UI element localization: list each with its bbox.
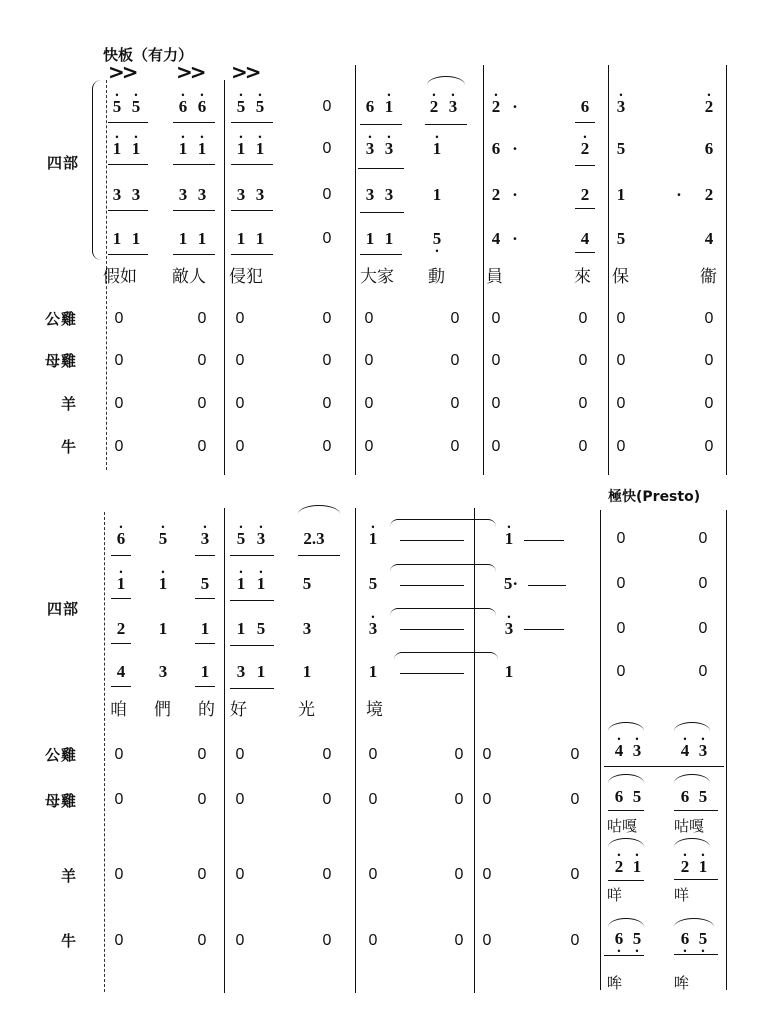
note: • 1 <box>430 140 444 158</box>
beam <box>575 252 595 253</box>
beam <box>674 954 718 955</box>
rest: 0 <box>704 310 714 327</box>
note: 1 <box>255 229 265 248</box>
rest: 0 <box>114 746 124 763</box>
rest: 0 <box>450 352 460 369</box>
note: 3 <box>131 185 141 204</box>
rest: 0 <box>578 352 588 369</box>
lyric: 保 <box>612 267 629 287</box>
note: • 2 <box>702 98 716 116</box>
note: • 1 <box>114 575 128 593</box>
note: 3 <box>112 185 122 204</box>
lyric: 動 <box>428 267 445 287</box>
rest: 0 <box>197 352 207 369</box>
rest: 0 <box>197 395 207 412</box>
note: 6 <box>365 97 375 116</box>
beam <box>173 164 215 165</box>
note: 6 • <box>612 930 626 948</box>
rest: 0 <box>616 620 626 637</box>
rest: 0 <box>364 438 374 455</box>
rest: 0 <box>322 186 332 203</box>
beam <box>108 210 148 211</box>
rest: 0 <box>454 866 464 883</box>
rest: 0 <box>454 791 464 808</box>
note: 5· <box>503 574 519 593</box>
note: • 1 <box>234 140 248 158</box>
part-label-four-part: 四部 <box>47 154 80 172</box>
tempo-change-presto: 極快(Presto) <box>608 489 701 505</box>
rest: 0 <box>368 791 378 808</box>
note: 5 <box>632 787 642 806</box>
lyric: 們 <box>154 700 171 720</box>
rest: 0 <box>578 395 588 412</box>
rest: 0 <box>368 746 378 763</box>
rest: 0 <box>616 575 626 592</box>
beam <box>674 879 718 880</box>
rest: 0 <box>322 98 332 115</box>
barline <box>224 80 225 475</box>
beam <box>604 766 724 767</box>
note: 3 <box>384 185 394 204</box>
rest: 0 <box>235 438 245 455</box>
beam <box>608 810 644 811</box>
rest: 0 <box>322 310 332 327</box>
rest: 0 <box>197 746 207 763</box>
beam <box>111 686 131 687</box>
beam <box>298 555 340 556</box>
note: 5 <box>616 139 626 158</box>
rest: 0 <box>698 620 708 637</box>
rest: 0 <box>322 746 332 763</box>
rest: 0 <box>235 310 245 327</box>
note: • 1 <box>176 140 190 158</box>
note: • 5 <box>129 98 143 116</box>
rest: 0 <box>114 932 124 949</box>
rest: 0 <box>570 932 580 949</box>
note: • 3 <box>630 742 644 760</box>
beam <box>108 164 148 165</box>
barline <box>355 508 356 993</box>
note: • 1 <box>254 575 268 593</box>
slur <box>608 774 644 783</box>
rest: 0 <box>450 310 460 327</box>
note: 1 <box>178 229 188 248</box>
augmentation-dot: · <box>512 229 518 248</box>
rest: 0 <box>235 746 245 763</box>
note: 5 • <box>630 930 644 948</box>
note: • 3 <box>614 98 628 116</box>
beam <box>231 122 273 123</box>
rest: 0 <box>322 932 332 949</box>
hold-dash <box>524 540 564 541</box>
note: 1 <box>432 185 442 204</box>
note: • 5 <box>110 98 124 116</box>
tie <box>390 564 496 573</box>
rest: 0 <box>114 791 124 808</box>
note: • 1 <box>129 140 143 158</box>
barline <box>355 65 356 475</box>
rest: 0 <box>114 352 124 369</box>
rest: 0 <box>322 866 332 883</box>
part-label-rooster: 公雞 <box>45 746 78 764</box>
note: • 3 <box>446 98 460 116</box>
rest: 0 <box>197 932 207 949</box>
barline <box>726 65 727 475</box>
note: • 6 <box>176 98 190 116</box>
note: 4 <box>580 229 590 248</box>
rest: 0 <box>235 352 245 369</box>
part-label-rooster: 公雞 <box>45 310 78 328</box>
note: 6 <box>580 97 590 116</box>
rest: 0 <box>616 663 626 680</box>
lyric: 員 <box>486 267 503 287</box>
note: 3 <box>302 619 312 638</box>
beam <box>111 643 131 644</box>
rest: 0 <box>197 791 207 808</box>
note: • 2 <box>578 140 592 158</box>
note: • 3 <box>502 620 516 638</box>
beam <box>575 208 595 209</box>
note: 1 <box>158 619 168 638</box>
beam <box>111 555 131 556</box>
beam <box>195 686 215 687</box>
note: 1 <box>200 619 210 638</box>
note: 1 <box>302 662 312 681</box>
lyric: 敵人 <box>172 267 206 287</box>
beam <box>360 124 402 125</box>
rest: 0 <box>616 438 626 455</box>
note: 2 <box>116 619 126 638</box>
tie <box>390 608 496 617</box>
beam <box>608 880 644 881</box>
rest: 0 <box>450 395 460 412</box>
rest: 0 <box>364 395 374 412</box>
rest: 0 <box>704 352 714 369</box>
hold-dash <box>400 540 464 541</box>
part-label-cow: 牛 <box>61 438 78 456</box>
lyric: 大家 <box>360 267 394 287</box>
slur <box>298 505 340 514</box>
hold-dash <box>400 629 464 630</box>
rest: 0 <box>491 352 501 369</box>
note: 5 <box>302 574 312 593</box>
rest: 0 <box>322 230 332 247</box>
rest: 0 <box>482 746 492 763</box>
beam <box>674 810 718 811</box>
rest: 0 <box>322 791 332 808</box>
lyric: 來 <box>574 267 591 287</box>
rest: 0 <box>578 438 588 455</box>
rest: 0 <box>482 932 492 949</box>
note: 4 <box>491 229 501 248</box>
note: • 1 <box>366 530 380 548</box>
augmentation-dot: · <box>676 185 682 204</box>
rest: 0 <box>698 663 708 680</box>
note: 5 • <box>696 930 710 948</box>
barline <box>608 65 609 475</box>
rest: 0 <box>114 438 124 455</box>
note: 1 <box>616 185 626 204</box>
beam <box>173 210 215 211</box>
rest: 0 <box>491 310 501 327</box>
slur <box>674 774 710 783</box>
note: 3 <box>197 185 207 204</box>
lyric: 哞 <box>607 974 623 992</box>
rest: 0 <box>322 352 332 369</box>
accent-mark: >> <box>231 60 259 84</box>
beam <box>230 645 274 646</box>
augmentation-dot: · <box>512 139 518 158</box>
lyric: 咕嘎 <box>607 817 638 835</box>
hold-dash <box>528 585 566 586</box>
beam <box>195 598 215 599</box>
part-label-hen: 母雞 <box>45 352 78 370</box>
lyric: 咩 <box>674 886 690 904</box>
hold-dash <box>400 585 464 586</box>
beam <box>108 254 148 255</box>
hold-dash <box>400 673 464 674</box>
rest: 0 <box>450 438 460 455</box>
note: 5 <box>698 787 708 806</box>
rest: 0 <box>235 866 245 883</box>
rest: 0 <box>482 866 492 883</box>
slur <box>427 76 465 85</box>
note: 1 <box>131 229 141 248</box>
beam <box>195 643 215 644</box>
rest: 0 <box>616 310 626 327</box>
barline <box>726 510 727 990</box>
lyric: 假如 <box>103 267 137 287</box>
beam <box>195 555 215 556</box>
lyric: 侵犯 <box>229 267 263 287</box>
rest: 0 <box>235 791 245 808</box>
note: 6 <box>491 139 501 158</box>
rest: 0 <box>235 932 245 949</box>
note: • 4 <box>612 742 626 760</box>
note: 1 <box>256 662 266 681</box>
accent-mark: >> <box>108 60 136 84</box>
note: 1 <box>236 229 246 248</box>
note: • 5 <box>156 530 170 548</box>
lyric: 咩 <box>607 886 623 904</box>
lyric: 的 <box>198 700 215 720</box>
note: 1 <box>197 229 207 248</box>
note: 3 <box>236 662 246 681</box>
rest: 0 <box>570 791 580 808</box>
beam <box>231 164 273 165</box>
rest: 0 <box>235 395 245 412</box>
note: 2 <box>704 185 714 204</box>
rest: 0 <box>616 530 626 547</box>
note: 5 <box>616 229 626 248</box>
note: 3 <box>255 185 265 204</box>
accent-mark: >> <box>176 60 204 84</box>
slur <box>674 918 714 927</box>
hold-dash <box>524 629 564 630</box>
note: 2 <box>491 185 501 204</box>
tempo-marking: 快板（有力） <box>103 46 194 64</box>
note: • 5 <box>234 98 248 116</box>
barline <box>224 508 225 993</box>
rest: 0 <box>364 310 374 327</box>
note: • 2 <box>612 858 626 876</box>
augmentation-dot: · <box>512 97 518 116</box>
note: • 4 <box>678 742 692 760</box>
note: • 2 <box>678 858 692 876</box>
part-label-sheep: 羊 <box>61 395 78 413</box>
rest: 0 <box>704 395 714 412</box>
beam <box>360 254 402 255</box>
beam <box>358 168 404 169</box>
rest: 0 <box>616 352 626 369</box>
note: • 3 <box>254 530 268 548</box>
barline <box>483 65 484 475</box>
note: 5 <box>368 574 378 593</box>
lyric: 境 <box>366 700 383 720</box>
note: 5 • <box>430 230 444 248</box>
note: 1 <box>236 619 246 638</box>
note: 6 • <box>678 930 692 948</box>
note: • 5 <box>234 530 248 548</box>
note: 5 <box>256 619 266 638</box>
beam <box>230 555 274 556</box>
note: 1 <box>200 662 210 681</box>
rest: 0 <box>322 395 332 412</box>
note: 6 <box>680 787 690 806</box>
rest: 0 <box>616 395 626 412</box>
rest: 0 <box>482 791 492 808</box>
note: • 1 <box>110 140 124 158</box>
note: • 5 <box>253 98 267 116</box>
note: 2 <box>580 185 590 204</box>
rest: 0 <box>364 352 374 369</box>
note: • 1 <box>502 530 516 548</box>
beam <box>425 124 467 125</box>
note: 1 <box>368 662 378 681</box>
beam <box>575 165 595 166</box>
rest: 0 <box>578 310 588 327</box>
rest: 0 <box>570 746 580 763</box>
rest: 0 <box>197 438 207 455</box>
note: • 1 <box>382 98 396 116</box>
beam <box>230 688 274 689</box>
note: 1 <box>504 662 514 681</box>
note: • 6 <box>114 530 128 548</box>
barline <box>474 508 475 993</box>
note: 3 <box>365 185 375 204</box>
tie <box>394 652 498 661</box>
lyric: 哞 <box>674 974 690 992</box>
note: 1 <box>384 229 394 248</box>
note: 2.3 <box>303 529 325 548</box>
lyric: 衞 <box>700 267 717 287</box>
lyric: 咕嘎 <box>674 817 705 835</box>
note: • 3 <box>198 530 212 548</box>
barline <box>600 510 601 990</box>
lyric: 好 <box>230 700 247 720</box>
beam <box>231 210 273 211</box>
rest: 0 <box>114 866 124 883</box>
rest: 0 <box>197 310 207 327</box>
augmentation-dot: · <box>512 185 518 204</box>
rest: 0 <box>491 395 501 412</box>
rest: 0 <box>698 575 708 592</box>
note: • 6 <box>195 98 209 116</box>
lyric: 光 <box>298 700 315 720</box>
beam <box>173 122 215 123</box>
beam <box>360 212 404 213</box>
rest: 0 <box>698 530 708 547</box>
beam <box>108 122 148 123</box>
rest: 0 <box>368 932 378 949</box>
beam <box>230 600 274 601</box>
rest: 0 <box>454 746 464 763</box>
rest: 0 <box>491 438 501 455</box>
note: • 1 <box>696 858 710 876</box>
note: 6 <box>614 787 624 806</box>
barline <box>104 512 105 992</box>
note: • 1 <box>630 858 644 876</box>
rest: 0 <box>368 866 378 883</box>
beam <box>111 598 131 599</box>
note: • 3 <box>363 140 377 158</box>
rest: 0 <box>322 140 332 157</box>
note: • 2 <box>489 98 503 116</box>
note: • 1 <box>234 575 248 593</box>
note: • 1 <box>253 140 267 158</box>
note: • 3 <box>382 140 396 158</box>
note: • 1 <box>195 140 209 158</box>
rest: 0 <box>454 932 464 949</box>
lyric: 咱 <box>110 700 127 720</box>
part-label-sheep: 羊 <box>61 867 78 885</box>
note: • 3 <box>696 742 710 760</box>
beam <box>575 122 595 123</box>
beam <box>231 254 273 255</box>
part-label-hen: 母雞 <box>45 792 78 810</box>
beam <box>604 955 644 956</box>
slur <box>608 918 644 927</box>
rest: 0 <box>704 438 714 455</box>
note: 4 <box>116 662 126 681</box>
rest: 0 <box>114 395 124 412</box>
rest: 0 <box>197 866 207 883</box>
beam <box>173 254 215 255</box>
note: 3 <box>158 662 168 681</box>
note: 6 <box>704 139 714 158</box>
tie <box>390 519 496 528</box>
part-label-four-part: 四部 <box>47 600 80 618</box>
rest: 0 <box>570 866 580 883</box>
note: 5 <box>200 574 210 593</box>
note: 3 <box>178 185 188 204</box>
note: 1 <box>112 229 122 248</box>
note: • 1 <box>156 575 170 593</box>
rest: 0 <box>322 438 332 455</box>
note: • 2 <box>427 98 441 116</box>
note: 3 <box>236 185 246 204</box>
note: • 3 <box>366 620 380 638</box>
part-label-cow: 牛 <box>61 932 78 950</box>
note: 4 <box>704 229 714 248</box>
rest: 0 <box>114 310 124 327</box>
brace <box>92 80 101 260</box>
note: 1 <box>365 229 375 248</box>
